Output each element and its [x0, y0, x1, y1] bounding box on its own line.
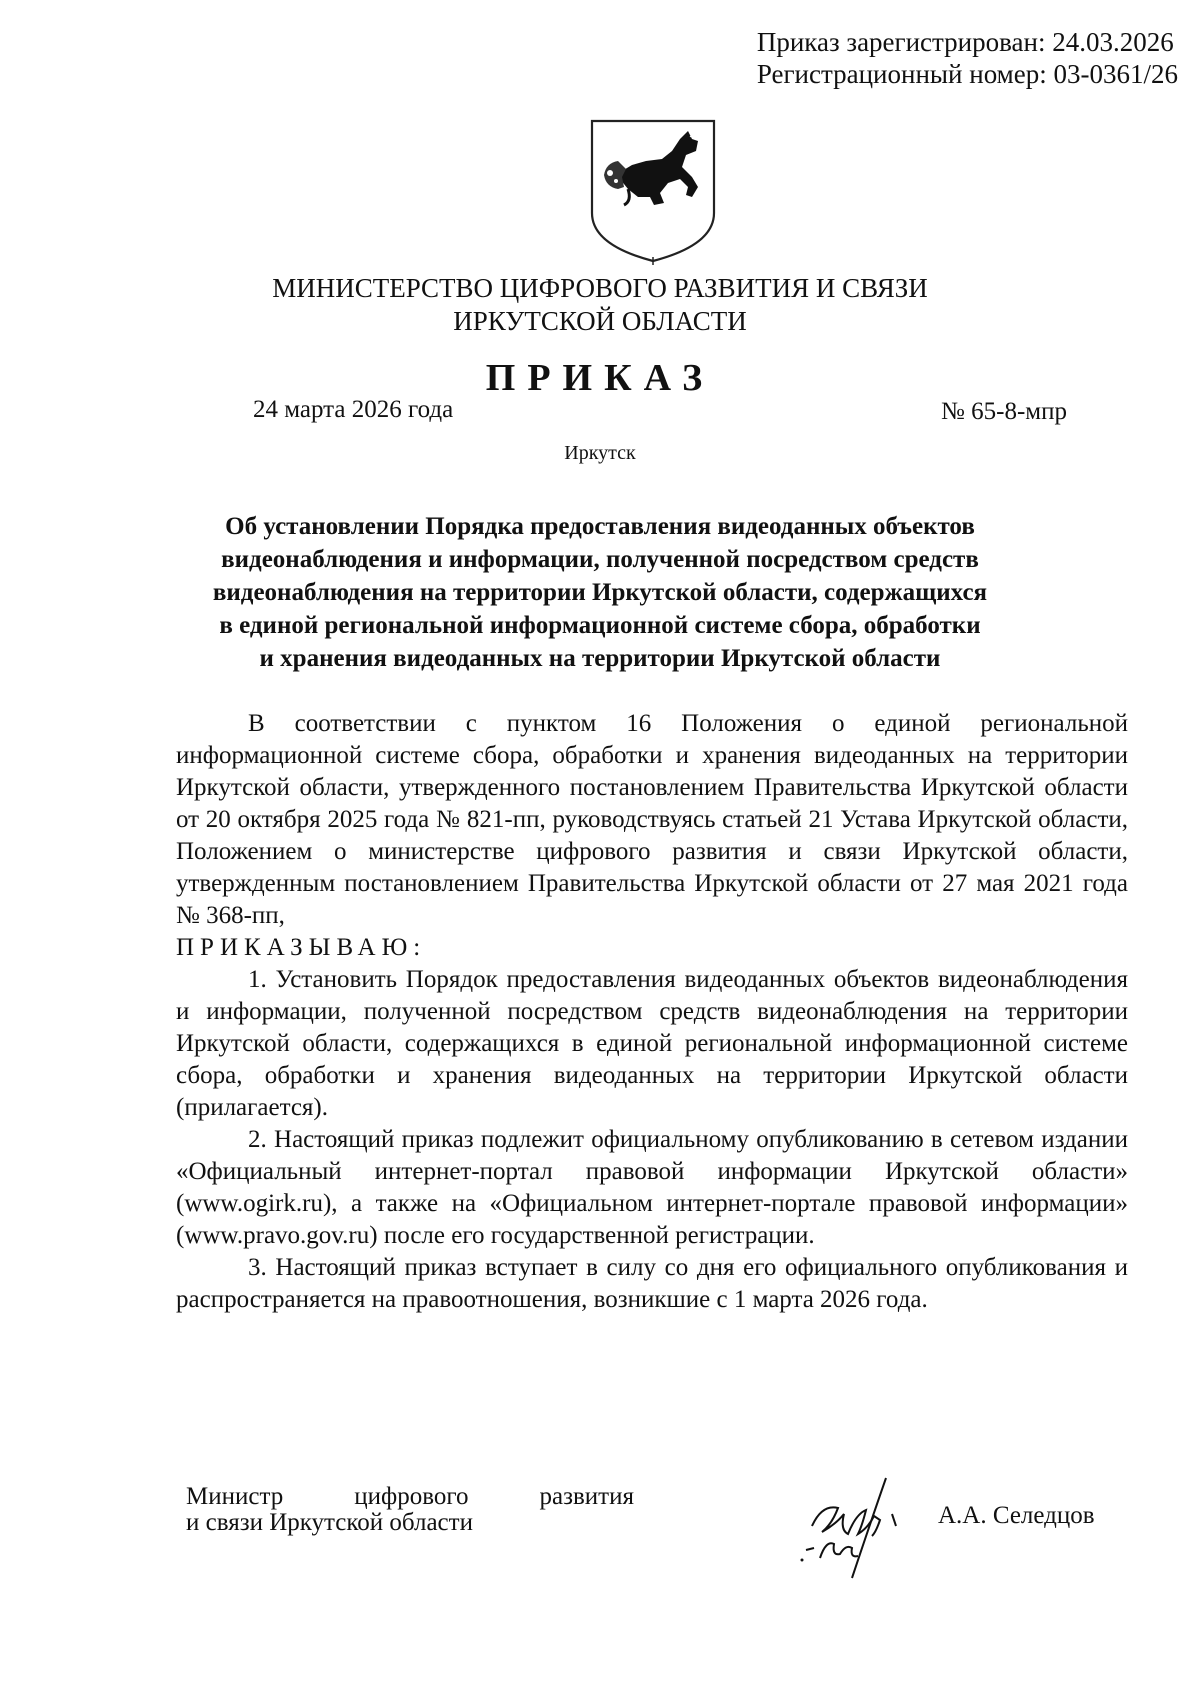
order-item-2: 2. Настоящий приказ подлежит официальному опубликованию в сетевом издании «Официальный интернет-портал правовой информации Иркутской области» (www.ogirk.ru), а также на «Официальном интернет-портале правовой информации» (www.pravo.gov.ru) после его государственной регистрации.: [176, 1126, 1128, 1249]
handwritten-signature-icon: [792, 1474, 922, 1582]
ministry-name-line2: ИРКУТСКОЙ ОБЛАСТИ: [453, 306, 747, 336]
order-word: ПРИКАЗЫВАЮ:: [176, 934, 427, 961]
title-line: и хранения видеоданных на территории Иркутской области: [259, 645, 941, 672]
document-date: 24 марта 2026 года: [253, 396, 454, 423]
title-line: видеонаблюдения на территории Иркутской области, содержащихся: [212, 579, 988, 606]
document-body: [176, 708, 1128, 1316]
registration-number: Регистрационный номер: 03-0361/26: [756, 59, 1178, 89]
document-number: № 65-8-мпр: [941, 398, 1067, 425]
ministry-name: [0, 272, 1200, 338]
signatory-position-line2: и связи Иркутской области: [186, 1509, 473, 1536]
title-line: Об установлении Порядка предоставления видеоданных объектов: [225, 513, 975, 540]
signer-name: А.А. Селедцов: [938, 1502, 1095, 1529]
position-word: Министр: [186, 1483, 284, 1510]
order-item-1: 1. Установить Порядок предоставления видеоданных объектов видеонаблюдения и информации, полученной посредством средств видеонаблюдения на территории Иркутской области, содержащихся в единой региональной информационной системе сбора, обработки и хранения видеоданных на территории Иркутской области (прилагается).: [176, 966, 1128, 1121]
ministry-name-line1: МИНИСТЕРСТВО ЦИФРОВОГО РАЗВИТИЯ И СВЯЗИ: [272, 273, 928, 303]
signatory-position-line1: [186, 1484, 634, 1510]
title-line: в единой региональной информационной системе сбора, обработки: [219, 612, 981, 639]
registration-date: Приказ зарегистрирован: 24.03.2026: [756, 27, 1174, 57]
document-title: [150, 510, 1050, 675]
document-type-heading: ПРИКАЗ: [485, 357, 715, 399]
signatory-position: [186, 1484, 634, 1536]
order-item-3: 3. Настоящий приказ вступает в силу со дня его официального опубликования и распространяется на правоотношения, возникшие с 1 марта 2026 года.: [176, 1254, 1128, 1313]
irkutsk-coat-of-arms-icon: [588, 117, 718, 265]
position-word: цифрового: [354, 1483, 469, 1510]
registration-stamp: [757, 26, 1178, 90]
title-line: видеонаблюдения и информации, полученной посредством средств: [221, 546, 979, 573]
position-word: развития: [539, 1483, 634, 1510]
document-city: Иркутск: [564, 442, 636, 464]
preamble-paragraph: В соответствии с пунктом 16 Положения о единой региональной информационной системе сбора, обработки и хранения видеоданных на территории Иркутской области, утвержденного постановлением Правительства Иркутской области от 20 октября 2025 года № 821-пп, руководствуясь статьей 21 Устава Иркутской области, Положением о министерстве цифрового развития и связи Иркутской области, утвержденным постановлением Правительства Иркутской области от 27 мая 2021 года № 368-пп,: [176, 710, 1128, 929]
